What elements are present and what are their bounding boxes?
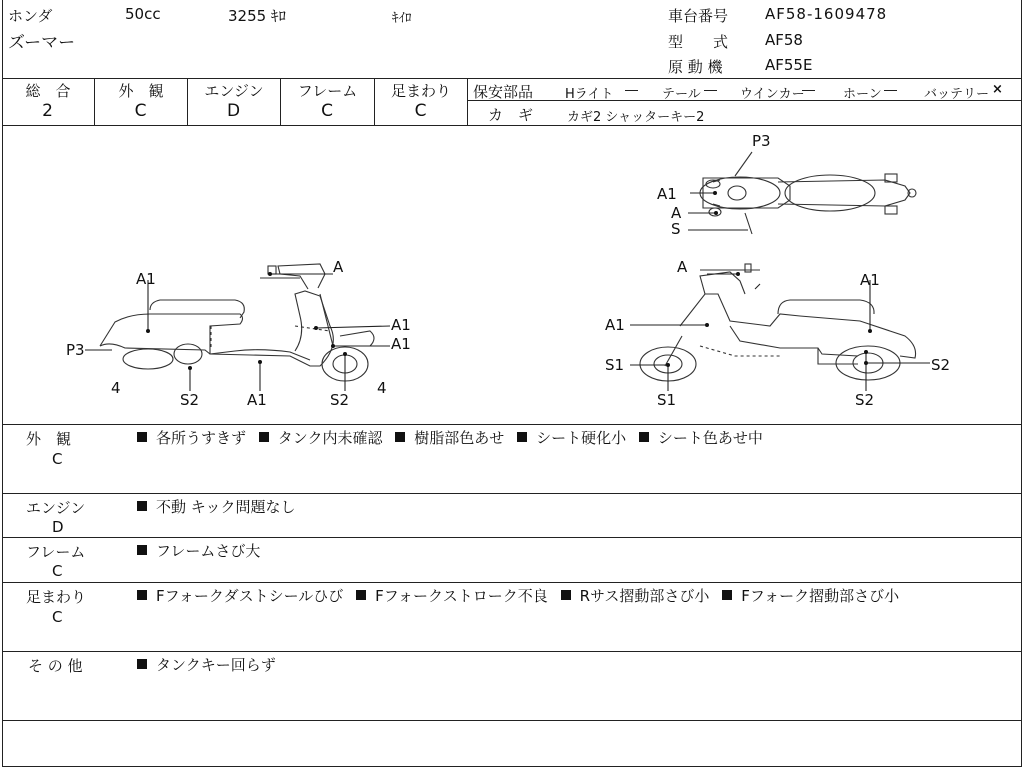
list-item: シート硬化小 <box>517 429 626 447</box>
grade-value-suspension: C <box>414 101 428 121</box>
label-right-a1-seat: A1 <box>860 271 880 289</box>
safety-battery-value: × <box>992 82 1003 97</box>
list-item: Rサス摺動部さび小 <box>561 587 710 605</box>
grade-label-suspension: 足まわり <box>390 82 451 100</box>
safety-tail: テール <box>662 87 701 102</box>
grade-value-overall: 2 <box>42 101 54 121</box>
divider <box>2 78 1021 79</box>
section-items-frame <box>137 540 1017 562</box>
list-item: 樹脂部色あせ <box>395 429 504 447</box>
mileage-unit: ｷｲﾛ <box>392 11 412 26</box>
list-item: 各所うすきず <box>137 429 246 447</box>
maker: ホンダ <box>8 7 53 25</box>
label-right-s2-susp: S2 <box>855 391 875 409</box>
section-grade-suspension: C <box>52 608 63 626</box>
list-item: Fフォークダストシールひび <box>137 587 343 605</box>
divider <box>467 78 468 125</box>
list-item: タンクキー回らず <box>137 656 276 674</box>
list-item: フレームさび大 <box>137 542 260 560</box>
frame-no: AF58-1609478 <box>765 5 888 23</box>
label-left-a1-floor: A1 <box>247 391 267 409</box>
label-left-a1-body: A1 <box>391 316 411 334</box>
frame-no-label: 車台番号 <box>668 7 729 25</box>
grade-label-frame: フレーム <box>297 82 358 100</box>
safety-label: 保安部品 <box>473 83 534 101</box>
list-item: Fフォークストローク不良 <box>356 587 548 605</box>
section-label-engine: エンジン <box>26 499 86 517</box>
list-item: シート色あせ中 <box>639 429 763 447</box>
label-right-s1-wheel: S1 <box>605 356 625 374</box>
section-label-other: そ の 他 <box>28 657 83 675</box>
label-right-a: A <box>677 258 688 276</box>
label-left-s2-front: S2 <box>330 391 350 409</box>
section-items-other <box>137 654 1017 676</box>
label-left-4-rear: 4 <box>111 379 121 397</box>
list-item: Fフォーク摺動部さび小 <box>722 587 899 605</box>
safety-horn: ホーン <box>843 87 882 102</box>
list-item: タンク内未確認 <box>259 429 383 447</box>
divider <box>2 582 1021 583</box>
label-left-s2-rear: S2 <box>180 391 200 409</box>
scooter-top-view <box>700 152 916 234</box>
divider <box>2 720 1021 721</box>
safety-battery: バッテリー <box>924 87 990 102</box>
label-top-s: S <box>671 220 681 238</box>
section-label-suspension: 足まわり <box>26 588 87 606</box>
safety-headlight: Hライト <box>565 87 614 102</box>
label-left-a1-seat: A1 <box>136 270 156 288</box>
section-grade-engine: D <box>52 518 64 536</box>
safety-horn-value: ― <box>884 83 897 98</box>
grade-value-exterior: C <box>134 101 148 121</box>
section-items-exterior <box>137 427 1017 449</box>
key-value: カギ2 シャッターキー2 <box>567 110 705 125</box>
label-right-a1-body: A1 <box>605 316 625 334</box>
label-top-a1: A1 <box>657 185 677 203</box>
section-items-suspension <box>137 585 1012 607</box>
grade-label-engine: エンジン <box>204 82 264 100</box>
engine-label: 原 動 機 <box>668 58 723 76</box>
label-top-p3: P3 <box>752 132 771 150</box>
safety-tail-value: ― <box>704 83 717 98</box>
grade-label-exterior: 外 観 <box>118 82 164 100</box>
label-left-4-front: 4 <box>377 379 387 397</box>
label-left-a1-front: A1 <box>391 335 411 353</box>
safety-winker: ウインカー <box>740 87 805 102</box>
divider <box>2 537 1021 538</box>
divider <box>2 424 1021 425</box>
model-name: ズーマー <box>8 33 76 53</box>
safety-winker-value: ― <box>802 83 815 98</box>
engine-value: AF55E <box>765 56 813 74</box>
type-label: 型 式 <box>668 33 729 51</box>
type-value: AF58 <box>765 31 803 49</box>
label-left-a: A <box>333 258 344 276</box>
label-right-s1-fork: S1 <box>657 391 677 409</box>
label-left-p3: P3 <box>66 341 85 359</box>
section-grade-exterior: C <box>52 450 63 468</box>
displacement: 50cc <box>125 5 161 23</box>
section-label-frame: フレーム <box>26 543 86 561</box>
divider <box>2 493 1021 494</box>
section-items-engine <box>137 496 1017 518</box>
key-label: カ ギ <box>488 106 534 124</box>
section-grade-frame: C <box>52 562 63 580</box>
label-right-s2-wheel: S2 <box>931 356 951 374</box>
divider <box>2 651 1021 652</box>
safety-headlight-value: ― <box>625 83 638 98</box>
grade-value-frame: C <box>321 101 334 121</box>
mileage: 3255 ｷﾛ <box>228 7 286 25</box>
section-label-exterior: 外 観 <box>26 430 72 448</box>
grade-label-overall: 総 合 <box>25 82 71 100</box>
label-top-a: A <box>671 204 682 222</box>
grade-value-engine: D <box>226 101 242 121</box>
list-item: 不動 キック問題なし <box>137 498 295 516</box>
